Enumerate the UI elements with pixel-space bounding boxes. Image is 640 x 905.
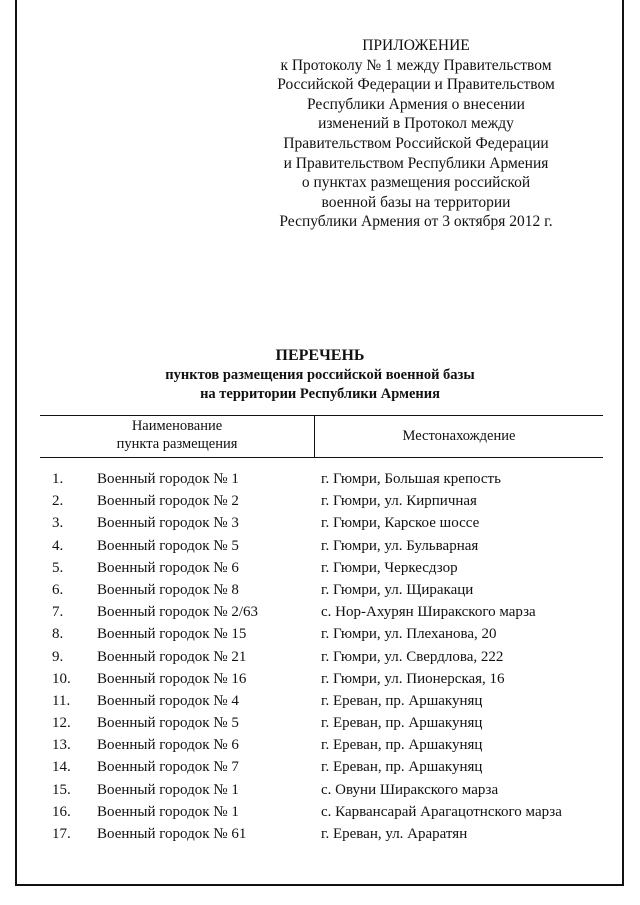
table-row bbox=[0, 512, 640, 534]
column-header-location: Местонахождение bbox=[402, 428, 516, 444]
row-name: Военный городок № 8 bbox=[97, 581, 239, 598]
row-location: г. Гюмри, ул. Бульварная bbox=[321, 537, 479, 554]
row-name: Военный городок № 3 bbox=[97, 515, 239, 532]
row-number: 11. bbox=[52, 692, 71, 709]
row-name: Военный городок № 21 bbox=[97, 648, 247, 665]
row-name: Военный городок № 7 bbox=[97, 759, 239, 776]
row-name: Военный городок № 1 bbox=[97, 471, 239, 487]
row-name: Военный городок № 1 bbox=[97, 781, 239, 798]
row-number: 1. bbox=[52, 471, 64, 487]
list-subtitle-line1: пунктов размещения российской военной базы bbox=[165, 367, 475, 383]
table-header-bottom-rule bbox=[40, 457, 603, 458]
row-name: Военный городок № 15 bbox=[97, 626, 247, 643]
row-location: г. Гюмри, Карское шоссе bbox=[321, 515, 480, 532]
table-row bbox=[0, 823, 640, 845]
row-location: г. Гюмри, ул. Щиракаци bbox=[321, 581, 474, 598]
table-row bbox=[0, 490, 640, 512]
table-top-rule bbox=[40, 415, 603, 416]
appendix-line: о пунктах размещения российской bbox=[301, 174, 531, 192]
row-name: Военный городок № 2/63 bbox=[97, 604, 259, 621]
page-border-bottom bbox=[15, 884, 624, 886]
row-number: 3. bbox=[52, 515, 64, 532]
row-location: с. Нор-Ахурян Ширакского марза bbox=[321, 604, 536, 621]
appendix-line: изменений в Протокол между bbox=[318, 115, 514, 133]
appendix-heading: ПРИЛОЖЕНИЕ bbox=[362, 37, 470, 54]
row-location: г. Гюмри, ул. Пионерская, 16 bbox=[321, 670, 505, 687]
row-name: Военный городок № 4 bbox=[97, 692, 239, 709]
row-location: г. Ереван, пр. Аршакуняц bbox=[321, 759, 483, 776]
row-number: 16. bbox=[52, 803, 71, 820]
row-location: г. Гюмри, Черкесдзор bbox=[321, 559, 458, 576]
column-header-name-line2: пункта размещения bbox=[116, 436, 238, 452]
appendix-line: к Протоколу № 1 между Правительством bbox=[280, 56, 552, 74]
appendix-block bbox=[240, 36, 592, 232]
row-name: Военный городок № 5 bbox=[97, 715, 239, 732]
row-name: Военный городок № 1 bbox=[97, 803, 239, 820]
table-row bbox=[0, 779, 640, 801]
row-name: Военный городок № 61 bbox=[97, 826, 247, 842]
column-header-name bbox=[40, 417, 314, 453]
row-number: 13. bbox=[52, 737, 71, 754]
row-number: 4. bbox=[52, 537, 64, 554]
row-number: 9. bbox=[52, 648, 64, 665]
appendix-line: Республики Армения о внесении bbox=[307, 95, 525, 113]
table-row bbox=[0, 712, 640, 734]
row-number: 12. bbox=[52, 715, 71, 732]
list-title-block bbox=[0, 346, 640, 404]
appendix-line: и Правительством Республики Армения bbox=[283, 154, 549, 172]
row-location: г. Ереван, пр. Аршакуняц bbox=[321, 715, 483, 732]
row-number: 17. bbox=[52, 826, 71, 842]
row-number: 5. bbox=[52, 559, 64, 576]
appendix-line: военной базы на территории bbox=[321, 193, 511, 211]
table-row bbox=[0, 623, 640, 645]
row-name: Военный городок № 16 bbox=[97, 670, 247, 687]
table-row bbox=[0, 646, 640, 668]
row-location: с. Овуни Ширакского марза bbox=[321, 781, 499, 798]
table-row bbox=[0, 756, 640, 778]
list-subtitle-line2: на территории Республики Армения bbox=[200, 386, 440, 402]
row-name: Военный городок № 5 bbox=[97, 537, 239, 554]
table-row bbox=[0, 668, 640, 690]
row-number: 7. bbox=[52, 604, 64, 621]
column-header-name-line1: Наименование bbox=[131, 418, 223, 434]
list-title: ПЕРЕЧЕНЬ bbox=[275, 347, 365, 364]
row-number: 15. bbox=[52, 781, 71, 798]
row-location: г. Гюмри, ул. Кирпичная bbox=[321, 493, 477, 510]
row-number: 2. bbox=[52, 493, 64, 510]
row-number: 10. bbox=[52, 670, 71, 687]
table-row bbox=[0, 734, 640, 756]
row-number: 14. bbox=[52, 759, 71, 776]
appendix-line: Российской Федерации и Правительством bbox=[277, 76, 555, 94]
table-row bbox=[0, 535, 640, 557]
row-location: г. Гюмри, ул. Плеханова, 20 bbox=[321, 626, 497, 643]
table-row bbox=[0, 601, 640, 623]
row-location: г. Ереван, пр. Аршакуняц bbox=[321, 692, 483, 709]
row-location: г. Ереван, ул. Араратян bbox=[321, 826, 468, 842]
row-location: г. Ереван, пр. Аршакуняц bbox=[321, 737, 483, 754]
row-number: 6. bbox=[52, 581, 64, 598]
row-number: 8. bbox=[52, 626, 64, 643]
appendix-line: Республики Армения от 3 октября 2012 г. bbox=[279, 213, 553, 231]
table-row bbox=[0, 801, 640, 823]
row-name: Военный городок № 6 bbox=[97, 737, 239, 754]
table-row bbox=[0, 557, 640, 579]
row-location: г. Гюмри, ул. Свердлова, 222 bbox=[321, 648, 504, 665]
row-location: с. Карвансарай Арагацотнского марза bbox=[321, 803, 562, 820]
table-row bbox=[0, 579, 640, 601]
row-name: Военный городок № 6 bbox=[97, 559, 239, 576]
table-row bbox=[0, 690, 640, 712]
appendix-line: Правительством Российской Федерации bbox=[283, 134, 549, 152]
table-body bbox=[0, 468, 640, 845]
table-row bbox=[0, 468, 640, 490]
row-location: г. Гюмри, Большая крепость bbox=[321, 471, 501, 487]
row-name: Военный городок № 2 bbox=[97, 493, 239, 510]
